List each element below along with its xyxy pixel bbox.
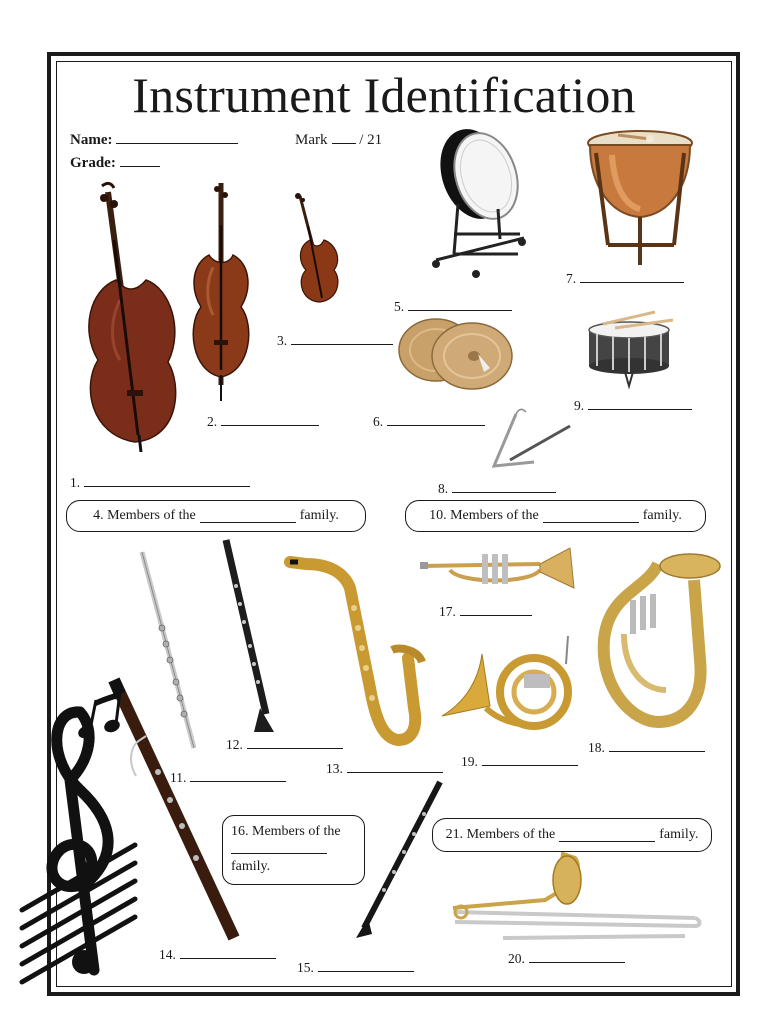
answer-3[interactable]: 3. xyxy=(277,332,393,349)
mark-total: / 21 xyxy=(359,132,383,148)
violin-image xyxy=(290,190,344,308)
answer-6[interactable]: 6. xyxy=(373,413,485,430)
cymbals-image xyxy=(398,316,518,392)
page-title: Instrument Identification xyxy=(132,67,636,123)
family-box-16[interactable]: 16. Members of the family. xyxy=(222,815,365,885)
trombone-image xyxy=(445,852,701,948)
tuba-image xyxy=(594,550,724,730)
name-field[interactable] xyxy=(70,131,238,149)
answer-7[interactable]: 7. xyxy=(566,270,684,287)
answer-1[interactable]: 1. xyxy=(70,474,250,491)
answer-13[interactable]: 13. xyxy=(326,760,443,777)
answer-18[interactable]: 18. xyxy=(588,739,705,756)
answer-19[interactable]: 19. xyxy=(461,753,578,770)
mark-field[interactable] xyxy=(295,131,382,149)
family-box-10[interactable]: 10. Members of the family. xyxy=(405,500,706,532)
french-horn-image xyxy=(438,634,578,738)
answer-17[interactable]: 17. xyxy=(439,603,532,620)
bass-drum-image xyxy=(428,124,528,284)
saxophone-image xyxy=(288,558,428,750)
family-box-4[interactable]: 4. Members of the family. xyxy=(66,500,366,532)
mark-label: Mark xyxy=(295,132,328,148)
answer-15[interactable]: 15. xyxy=(297,959,414,976)
answer-12[interactable]: 12. xyxy=(226,736,343,753)
trumpet-image xyxy=(420,540,582,596)
name-label: Name: xyxy=(70,132,113,148)
double-bass-image xyxy=(80,180,185,455)
snare-drum-image xyxy=(585,310,677,390)
answer-8[interactable]: 8. xyxy=(438,480,556,497)
oboe-image xyxy=(352,778,446,942)
answer-9[interactable]: 9. xyxy=(574,397,692,414)
triangle-image xyxy=(488,404,574,474)
family-box-21[interactable]: 21. Members of the family. xyxy=(432,818,712,852)
answer-14[interactable]: 14. xyxy=(159,946,276,963)
grade-field[interactable] xyxy=(70,154,160,172)
treble-clef-decoration xyxy=(20,700,140,990)
cello-image xyxy=(185,175,265,403)
answer-20[interactable]: 20. xyxy=(508,950,625,967)
answer-2[interactable]: 2. xyxy=(207,413,319,430)
answer-11[interactable]: 11. xyxy=(170,769,286,786)
grade-label: Grade: xyxy=(70,155,116,171)
timpani-image xyxy=(582,125,697,275)
answer-5[interactable]: 5. xyxy=(394,298,512,315)
